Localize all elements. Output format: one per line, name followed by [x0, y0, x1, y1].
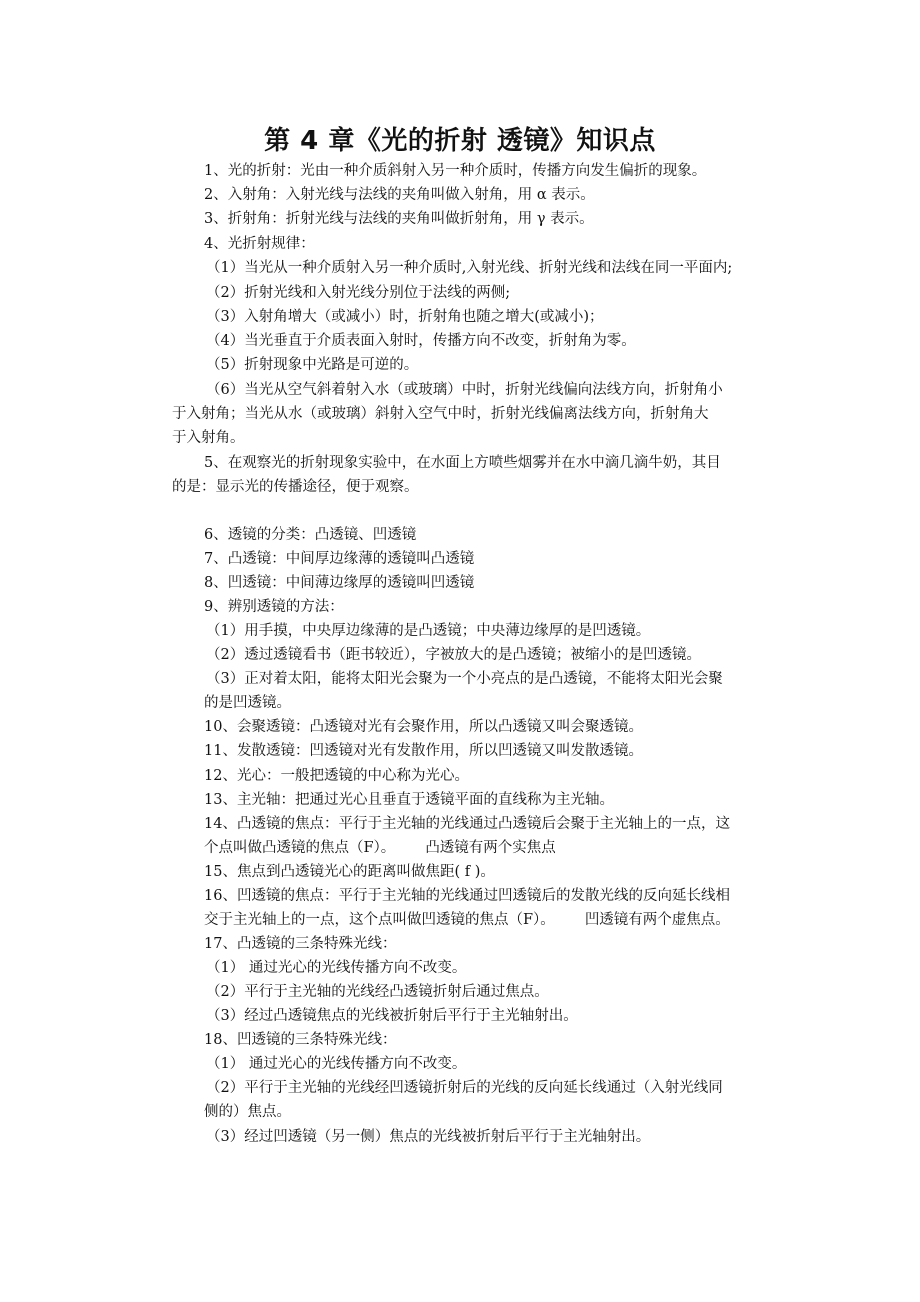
text-line: （4）当光垂直于介质表面入射时，传播方向不改变，折射角为零。: [206, 333, 636, 349]
text-line: 4、光折射规律：: [204, 236, 315, 252]
text-line: 16、凹透镜的焦点：平行于主光轴的光线通过凹透镜后的发散光线的反向延长线相: [204, 888, 730, 904]
text-line: 的是：显示光的传播途径，便于观察。: [172, 479, 419, 495]
text-line: [204, 911, 824, 929]
text-line: （3）经过凸透镜焦点的光线被折射后平行于主光轴射出。: [206, 1008, 578, 1024]
text-line: 3、折射角：折射光线与法线的夹角叫做折射角，用 γ 表示。: [204, 211, 594, 227]
text-line: （1） 通过光心的光线传播方向不改变。: [206, 1056, 467, 1072]
text-line: （1）用手摸，中央厚边缘薄的是凸透镜；中央薄边缘厚的是凹透镜。: [206, 623, 651, 639]
text-line: 5、在观察光的折射现象实验中，在水面上方喷些烟雾并在水中滴几滴牛奶，其目: [204, 455, 721, 471]
text-line: 2、入射角：入射光线与法线的夹角叫做入射角，用 α 表示。: [204, 187, 595, 203]
text-line: 侧的）焦点。: [204, 1104, 291, 1120]
text-line: 6、透镜的分类：凸透镜、凹透镜: [204, 527, 417, 543]
text-segment: 交于主光轴上的一点，这个点叫做凹透镜的焦点（F）。: [204, 912, 555, 928]
text-line: （2）平行于主光轴的光线经凸透镜折射后通过焦点。: [206, 984, 549, 1000]
text-line: （2）透过透镜看书（距书较近），字被放大的是凸透镜；被缩小的是凹透镜。: [206, 647, 701, 663]
text-line: （2）平行于主光轴的光线经凹透镜折射后的光线的反向延长线通过（入射光线同: [206, 1080, 723, 1096]
text-line: 于入射角；当光从水（或玻璃）斜射入空气中时，折射光线偏离法线方向，折射角大: [172, 406, 709, 422]
text-line: 7、凸透镜：中间厚边缘薄的透镜叫凸透镜: [204, 551, 475, 567]
text-line: （3）入射角增大（或减小）时，折射角也随之增大(或减小)；: [206, 309, 604, 325]
text-line: 13、主光轴：把通过光心且垂直于透镜平面的直线称为主光轴。: [204, 792, 614, 808]
text-line: （3）正对着太阳，能将太阳光会聚为一个小亮点的是凸透镜，不能将太阳光会聚: [206, 671, 723, 687]
text-line: 的是凹透镜。: [204, 695, 291, 711]
text-line: （1） 通过光心的光线传播方向不改变。: [206, 960, 467, 976]
page-title: 第 4 章《光的折射 透镜》知识点: [264, 126, 656, 156]
text-line: 11、发散透镜：凹透镜对光有发散作用，所以凹透镜又叫发散透镜。: [204, 743, 643, 759]
text-segment: 个点叫做凸透镜的焦点（F）。: [204, 840, 396, 856]
text-line: 18、凹透镜的三条特殊光线：: [204, 1032, 397, 1048]
text-line: 于入射角。: [172, 430, 245, 446]
text-line: 8、凹透镜：中间薄边缘厚的透镜叫凹透镜: [204, 575, 475, 591]
text-line: 17、凸透镜的三条特殊光线：: [204, 936, 397, 952]
text-line: 14、凸透镜的焦点：平行于主光轴的光线通过凸透镜后会聚于主光轴上的一点，这: [204, 816, 730, 832]
text-segment: 凸透镜有两个实焦点: [425, 840, 556, 856]
text-line: 10、会聚透镜：凸透镜对光有会聚作用，所以凸透镜又叫会聚透镜。: [204, 719, 643, 735]
text-line: 15、焦点到凸透镜光心的距离叫做焦距( f )。: [204, 864, 495, 880]
text-line: 12、光心：一般把透镜的中心称为光心。: [204, 768, 469, 784]
text-segment: 凹透镜有两个虚焦点。: [584, 912, 730, 928]
text-line: （3）经过凹透镜（另一侧）焦点的光线被折射后平行于主光轴射出。: [206, 1129, 651, 1145]
text-line: [204, 839, 824, 857]
text-line: （2）折射光线和入射光线分别位于法线的两侧;: [206, 285, 511, 301]
text-line: 1、光的折射：光由一种介质斜射入另一种介质时，传播方向发生偏折的现象。: [204, 163, 707, 179]
text-line: （6）当光从空气斜着射入水（或玻璃）中时，折射光线偏向法线方向，折射角小: [206, 382, 723, 398]
text-line: （5）折射现象中光路是可逆的。: [206, 357, 419, 373]
text-line: （1）当光从一种介质射入另一种介质时,入射光线、折射光线和法线在同一平面内;: [206, 260, 733, 276]
text-line: 9、辨别透镜的方法：: [204, 599, 344, 615]
